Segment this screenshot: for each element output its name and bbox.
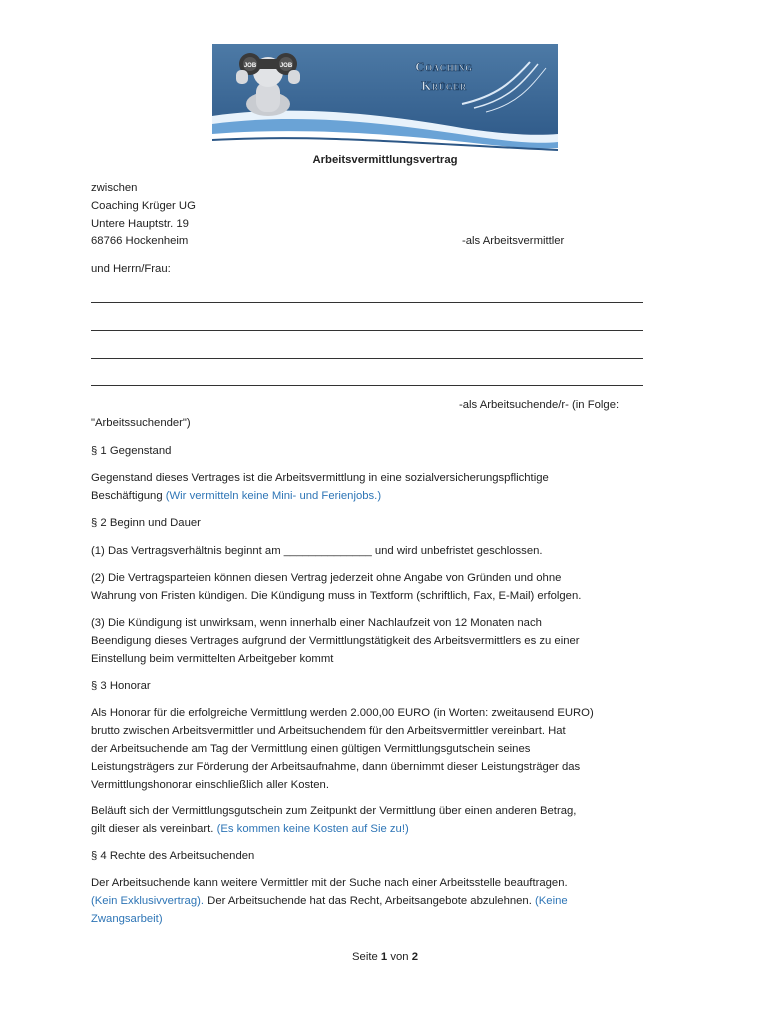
- section-2-paragraph-3: (3) Die Kündigung ist unwirksam, wenn innerhalb einer Nachlaufzeit von 12 Monaten nach: [91, 617, 542, 629]
- section-3-paragraph-2-line2: [91, 822, 409, 837]
- document-title: Arbeitsvermittlungsvertrag: [312, 154, 458, 166]
- logo-line-2: Krüger: [421, 78, 467, 93]
- section-4-text-part: Der Arbeitsuchende hat das Recht, Arbeitsangebote abzulehnen.: [207, 895, 532, 907]
- section-4-note-forced-continued: Zwangsarbeit): [91, 913, 163, 925]
- section-1-text-part: Beschäftigung: [91, 490, 163, 502]
- section-4-heading: § 4 Rechte des Arbeitsuchenden: [91, 850, 255, 862]
- section-1-text-line2: [91, 489, 381, 504]
- section-2-paragraph-2-line2: Wahrung von Fristen kündigen. Die Kündigung muss in Textform (schriftlich, Fax, E-Mail) erfolgen.: [91, 590, 582, 602]
- fill-in-line[interactable]: [91, 358, 643, 359]
- section-4-note-exclusive: (Kein Exklusivvertrag).: [91, 895, 205, 907]
- binocular-right-label: JOB: [279, 63, 293, 69]
- role-agent: -als Arbeitsvermittler: [462, 235, 565, 247]
- section-1-note: (Wir vermitteln keine Mini- und Ferienjobs.): [165, 490, 382, 502]
- fill-in-line[interactable]: [91, 330, 643, 331]
- header-banner: [212, 44, 558, 152]
- section-4-text-line2: [91, 894, 568, 909]
- company-name: Coaching Krüger UG: [91, 200, 196, 212]
- section-2-paragraph-1: (1) Das Vertragsverhältnis beginnt am ______________ und wird unbefristet geschlossen.: [91, 545, 543, 557]
- logo-line-1: Coaching: [415, 59, 473, 74]
- binocular-left-label: JOB: [243, 63, 257, 69]
- fill-in-line[interactable]: [91, 302, 643, 303]
- section-3-paragraph-1-line3: der Arbeitsuchende am Tag der Vermittlung einen gültigen Vermittlungsgutschein seines: [91, 743, 531, 755]
- page-prefix: Seite: [352, 951, 378, 963]
- section-3-paragraph-1-line5: Vermittlungshonorar einschließlich aller Kosten.: [91, 779, 329, 791]
- section-2-paragraph-3-line2: Beendigung dieses Vertrages aufgrund der Vermittlungstätigkeit des Arbeitsvermittlers es zu einer: [91, 635, 580, 647]
- role-seeker-continued: "Arbeitssuchender"): [91, 417, 191, 429]
- section-2-paragraph-3-line3: Einstellung beim vermittelten Arbeitgeber kommt: [91, 653, 334, 665]
- section-3-paragraph-1-line2: brutto zwischen Arbeitsvermittler und Arbeitsuchendem für den Arbeitsvermittler vereinbart. Hat: [91, 725, 566, 737]
- section-4-text: Der Arbeitsuchende kann weitere Vermittler mit der Suche nach einer Arbeitsstelle beauftragen.: [91, 877, 568, 889]
- between-label: zwischen: [91, 182, 138, 194]
- section-3-text-part: gilt dieser als vereinbart.: [91, 823, 214, 835]
- fill-in-line[interactable]: [91, 385, 643, 386]
- company-street: Untere Hauptstr. 19: [91, 218, 189, 230]
- section-3-note: (Es kommen keine Kosten auf Sie zu!): [216, 823, 409, 835]
- and-label: und Herrn/Frau:: [91, 263, 171, 275]
- role-seeker: -als Arbeitsuchende/r- (in Folge:: [459, 399, 620, 411]
- page-mid: von: [390, 951, 409, 963]
- page-total: 2: [411, 951, 418, 963]
- banner-graphic: [212, 44, 558, 152]
- section-2-paragraph-2: (2) Die Vertragsparteien können diesen Vertrag jederzeit ohne Angabe von Gründen und ohne: [91, 572, 562, 584]
- page-current: 1: [380, 951, 388, 963]
- section-4-note-forced: (Keine: [535, 895, 568, 907]
- section-3-paragraph-2: Beläuft sich der Vermittlungsgutschein zum Zeitpunkt der Vermittlung über einen anderen Betrag,: [91, 805, 577, 817]
- section-3-paragraph-1-line4: Leistungsträgers zur Förderung der Arbeitsaufnahme, dann übernimmt dieser Leistungsträger das: [91, 761, 581, 773]
- page-number: [0, 950, 770, 965]
- section-3-paragraph-1: Als Honorar für die erfolgreiche Vermittlung werden 2.000,00 EURO (in Worten: zweitausend EURO): [91, 707, 594, 719]
- section-1-heading: § 1 Gegenstand: [91, 445, 172, 457]
- company-city: 68766 Hockenheim: [91, 235, 189, 247]
- section-1-text: Gegenstand dieses Vertrages ist die Arbeitsvermittlung in eine sozialversicherungspflichtige: [91, 472, 549, 484]
- section-2-heading: § 2 Beginn und Dauer: [91, 517, 201, 529]
- section-3-heading: § 3 Honorar: [91, 680, 151, 692]
